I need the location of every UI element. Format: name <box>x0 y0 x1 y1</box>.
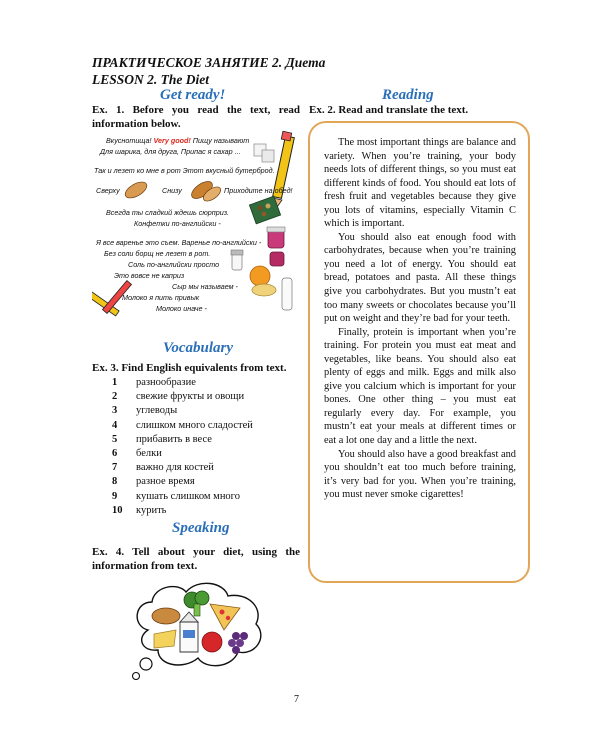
jam-jar-icon <box>267 227 285 266</box>
poem-line-4b: Снизу <box>162 186 182 195</box>
cheese-icon <box>252 284 276 296</box>
vocabulary-item-number: 5 <box>112 433 118 445</box>
reading-paragraph-3: Finally, protein is important when you’re training. For protein you must eat meat and vegetables, like beans. You should also eat plenty of eggs and milk. Eggs and milk also give you calcium which is important for your bones. One other thing – you must eat regularly every day. For example, you mustn’t eat your meals at different times or eat a lot one day and a little the next. <box>324 326 516 447</box>
vocabulary-item <box>112 405 253 419</box>
vocabulary-item-text: прибавить в весе <box>136 433 212 445</box>
vocabulary-item-text: углеводы <box>136 405 178 417</box>
heading-get-ready: Get ready! <box>160 87 226 103</box>
exercise-2-instruction: Ex. 2. Read and translate the text. <box>309 104 469 116</box>
vocabulary-item-text: слишком много сладостей <box>136 419 253 431</box>
vocabulary-item <box>112 491 253 505</box>
reading-paragraph-4: You should also have a good breakfast and you shouldn’t eat too much before training, it’s very bad for you. When you’re training, you must never smoke cigarettes! <box>324 448 516 501</box>
poem-line-4c: Приходите на обед! <box>224 186 293 195</box>
salt-shaker-icon <box>231 250 243 270</box>
vocabulary-item-text: курить <box>136 504 167 516</box>
vocabulary-item <box>112 434 253 448</box>
food-thought-bubble <box>128 578 270 680</box>
vocabulary-item-text: свежие фрукты и овощи <box>136 391 245 403</box>
exercise-1-instruction: Ex. 1. Before you read the text, read information below. <box>92 104 300 130</box>
vocabulary-item-number: 3 <box>112 405 118 417</box>
vocabulary-item-text: важно для костей <box>136 462 214 474</box>
heading-speaking: Speaking <box>172 520 230 536</box>
heading-reading: Reading <box>382 87 434 103</box>
poem-line-10: Это вовсе не каприз <box>114 271 185 280</box>
poem-line-3: Так и лезет ко мне в рот Этот вкусный бутерброд. <box>94 166 275 175</box>
poem-line-8: Без соли борщ не лезет в рот. <box>104 249 211 258</box>
poem-line-9: Соль по-английски просто <box>128 260 220 269</box>
vocabulary-item <box>112 391 253 405</box>
lesson-title <box>92 54 325 88</box>
vocabulary-item-number: 9 <box>112 490 118 502</box>
apple-icon <box>202 632 222 652</box>
very-good-highlight: Very good! <box>153 136 191 145</box>
sugar-cubes-icon <box>254 144 274 162</box>
vocabulary-item-number: 1 <box>112 377 118 388</box>
vocabulary-item-number: 10 <box>112 504 123 516</box>
vocabulary-list <box>112 377 253 519</box>
vocabulary-item-number: 8 <box>112 476 118 488</box>
vocabulary-item-text: разнообразие <box>136 377 196 388</box>
vocabulary-item <box>112 462 253 476</box>
poem-line-6: Конфетки по-английски - <box>134 219 221 228</box>
vocabulary-item <box>112 505 253 519</box>
pencil-icon <box>273 131 295 210</box>
heading-vocabulary: Vocabulary <box>163 340 234 356</box>
bread-loaf-icon <box>152 608 180 624</box>
vocabulary-item <box>112 420 253 434</box>
poem-line-7: Я все варенье это съем. Варенье по-английски - <box>96 238 262 247</box>
poem-line-13: Молоко иначе - <box>156 304 207 313</box>
poem-text: Пищу называют <box>192 136 250 145</box>
poem-line-2: Для шарика, для друга, Припас я сахар ... <box>100 147 241 156</box>
vocabulary-item-number: 6 <box>112 447 118 459</box>
poem-line-4a: Сверху <box>96 186 120 195</box>
poem-line-5: Всегда ты сладкий ждешь сюрприз. <box>106 208 230 217</box>
vocabulary-item-text: белки <box>136 447 162 459</box>
vocabulary-item-text: разное время <box>136 476 195 488</box>
reading-paragraph-1: The most important things are balance and variety. When you’re training, your body needs lots of different things, so you must eat different kinds of food. You should eat lots of fresh fruit and vegetables because they give you lots of vitamins, especially Vitamin C which is important. <box>324 137 516 230</box>
exercise-4-instruction: Ex. 4. Tell about your diet, using the information from text. <box>92 546 300 572</box>
page-number: 7 <box>294 694 299 705</box>
vocabulary-item <box>112 377 253 391</box>
poem-text: Вкуснотища! <box>106 136 152 145</box>
reading-text <box>324 136 516 502</box>
lesson-title-ru: ПРАКТИЧЕСКОЕ ЗАНЯТИЕ 2. Диета <box>92 55 326 70</box>
vocabulary-item <box>112 476 253 490</box>
vocabulary-item-text: кушать слишком много <box>136 490 240 502</box>
poem-line-12: Молоко я пить привык <box>122 293 200 302</box>
poem-line-1 <box>106 136 249 145</box>
food-poem-illustration <box>92 130 304 330</box>
reading-paragraph-2: You should also eat enough food with carbohydrates, because when you’re training you need a lot of energy. You should eat bread, potatoes and pasta. All these things give you carbohydrates. But you mustn’t eat too many sweets or chocolates because you’ll put on weight and they’re bad for your teeth. <box>324 231 516 325</box>
lesson-title-en: LESSON 2. The Diet <box>92 72 210 87</box>
vocabulary-item-number: 4 <box>112 419 118 431</box>
poem-line-11: Сыр мы называем - <box>172 282 238 291</box>
food-thought-bubble-clipart <box>128 578 270 680</box>
vocabulary-item-number: 2 <box>112 391 118 403</box>
exercise-3-instruction: Ex. 3. Find English equivalents from text. <box>92 362 287 374</box>
orange-icon <box>250 266 270 286</box>
vocabulary-item <box>112 448 253 462</box>
milk-bottle-icon <box>282 278 292 310</box>
vocabulary-item-number: 7 <box>112 462 118 474</box>
